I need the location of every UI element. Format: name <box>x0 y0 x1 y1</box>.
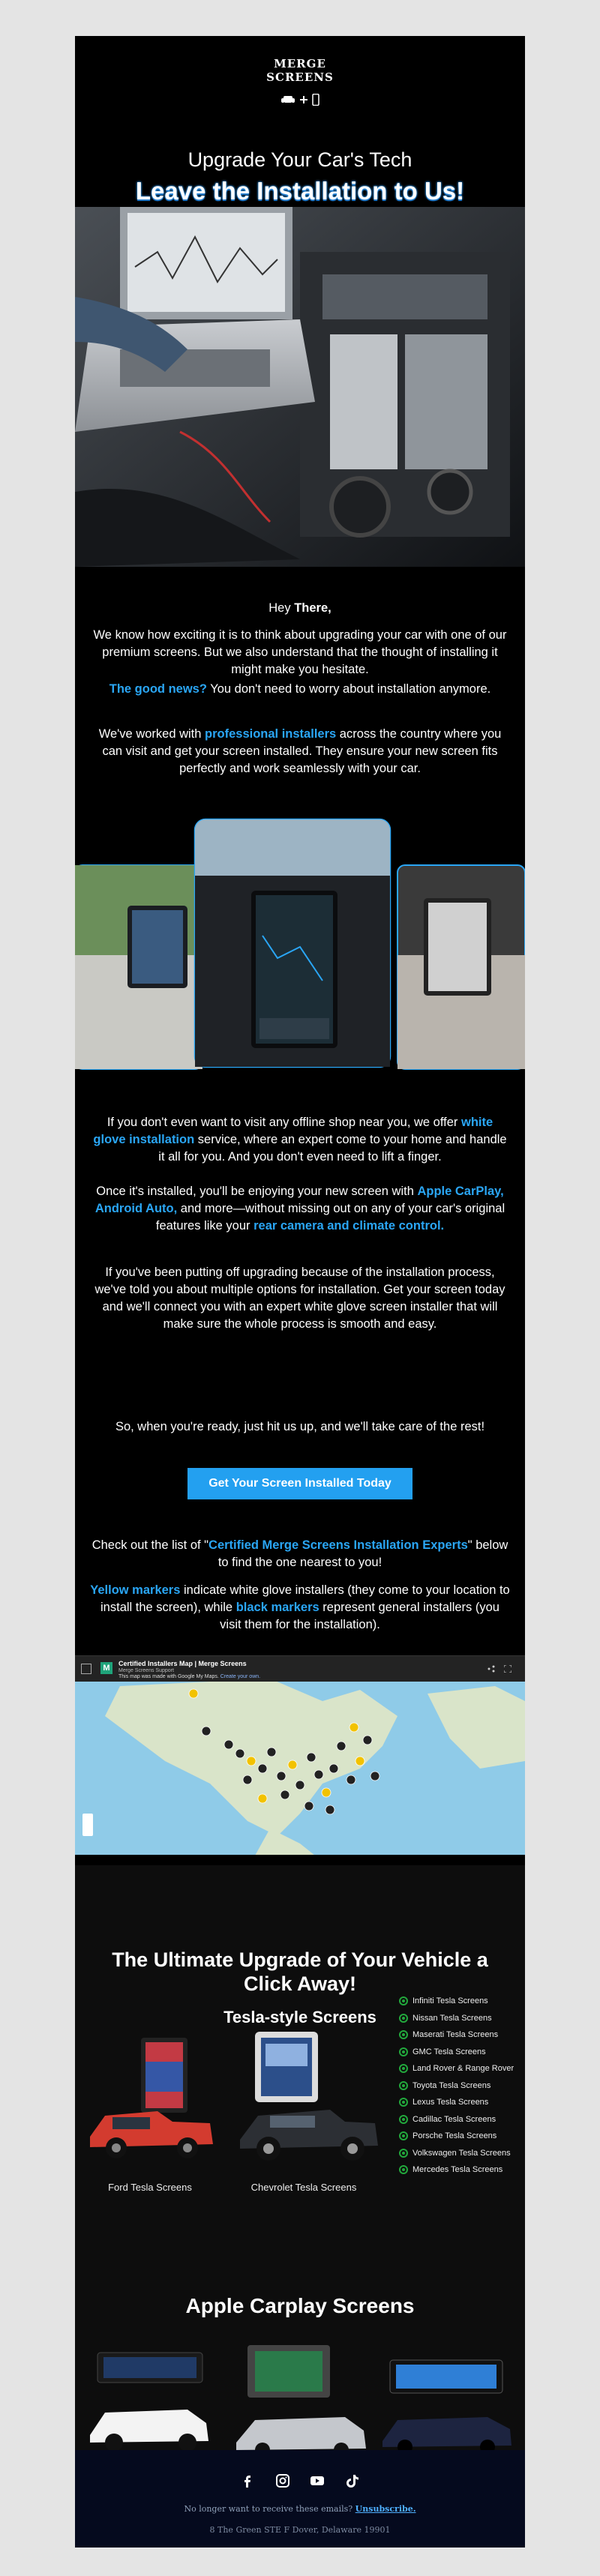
details-paragraph-4: So, when you're ready, just hit us up, and we'll take care of the rest! <box>115 1420 485 1433</box>
model-list-item[interactable] <box>399 2010 525 2027</box>
logo-icons <box>272 90 328 109</box>
check-circle-icon <box>399 2131 408 2140</box>
tesla-model-list <box>399 1993 525 2179</box>
map-marker <box>356 1757 364 1766</box>
installers-paragraph-2: Yellow markers indicate white glove installers (they come to your location to install the screen), while black markers represent general installers (you visit them for the installation). <box>90 1583 510 1631</box>
model-list-item[interactable] <box>399 2145 525 2162</box>
check-circle-icon <box>399 2014 408 2023</box>
model-list-item[interactable] <box>399 2044 525 2061</box>
details-paragraph-3: If you've been putting off upgrading because of the installation process, we've told you about multiple options for installation. Get your screen today and we'll connect you with an expert white glove screen installer that will make sure the whole process is smooth and easy. <box>94 1266 506 1331</box>
map-marker <box>296 1781 304 1790</box>
model-list-label: Infiniti Tesla Screens <box>412 1996 488 2006</box>
map-marker <box>329 1764 338 1773</box>
check-circle-icon <box>399 2047 408 2056</box>
model-list-label: Cadillac Tesla Screens <box>412 2114 496 2124</box>
products-section <box>75 1865 525 2548</box>
model-list-label: Maserati Tesla Screens <box>412 2030 499 2040</box>
greeting: Hey There, <box>268 601 332 615</box>
map-marker <box>236 1749 244 1758</box>
map-marker <box>346 1775 356 1784</box>
intro-paragraph-2: The good news? You don't need to worry about installation anymore. <box>109 682 491 696</box>
footer <box>75 2450 525 2548</box>
check-circle-icon <box>399 2098 408 2107</box>
model-list-label: Nissan Tesla Screens <box>412 2013 492 2023</box>
map-marker <box>247 1757 256 1766</box>
map-marker <box>288 1760 297 1769</box>
screen-showcase <box>75 816 525 1086</box>
footer-address: 8 The Green STE F Dover, Delaware 19901 <box>209 2525 391 2535</box>
installers-paragraph-1: Check out the list of "Certified Merge Screens Installation Experts" below to find the one nearest to you! <box>92 1538 508 1569</box>
model-list-label: Land Rover & Range Rover <box>412 2064 514 2074</box>
map-title: Certified Installers Map | Merge Screens <box>118 1660 247 1667</box>
check-circle-icon <box>399 2030 408 2039</box>
ford-tesla-card[interactable] <box>82 2032 218 2174</box>
map-marker <box>363 1736 372 1745</box>
map-marker <box>202 1727 211 1736</box>
map-marker <box>350 1723 358 1732</box>
chevrolet-tesla-card[interactable] <box>225 2027 382 2174</box>
check-circle-icon <box>399 1996 408 2005</box>
hero-image <box>75 207 525 567</box>
check-circle-icon <box>399 2165 408 2174</box>
phone-icon <box>312 94 320 106</box>
map-marker <box>224 1740 233 1749</box>
email-container <box>75 36 525 2548</box>
model-list-item[interactable] <box>399 2026 525 2044</box>
map-marker <box>314 1770 323 1779</box>
map-marker <box>243 1775 252 1784</box>
map-zoom-controls[interactable] <box>82 1814 93 1836</box>
hero-subtitle: Upgrade Your Car's Tech <box>188 148 412 171</box>
youtube-icon[interactable] <box>309 2473 326 2489</box>
model-list-item[interactable] <box>399 2060 525 2077</box>
upgrade-heading: The Ultimate Upgrade of Your Vehicle a Click Away! <box>112 1948 488 1995</box>
intro-paragraph-1: We know how exciting it is to think about upgrading your car with one of our premium screens. But we also understand that the thought of installing it might make you hesitate. <box>93 628 507 676</box>
model-list-item[interactable] <box>399 2161 525 2179</box>
map-notice: This map was made with Google My Maps. Create your own. <box>118 1674 261 1679</box>
model-list-label: Volkswagen Tesla Screens <box>412 2148 511 2158</box>
map-logo-icon: M <box>100 1662 112 1674</box>
brand-logo[interactable]: MERGE SCREENS <box>266 57 334 84</box>
check-circle-icon <box>399 2064 408 2073</box>
map-marker <box>307 1753 316 1762</box>
chevrolet-tesla-label[interactable]: Chevrolet Tesla Screens <box>250 2182 357 2193</box>
map-marker <box>326 1805 334 1814</box>
model-list-item[interactable] <box>399 2077 525 2095</box>
model-list-item[interactable] <box>399 2128 525 2145</box>
map-marker <box>189 1689 198 1698</box>
map-marker <box>258 1794 267 1803</box>
unsubscribe-line: No longer want to receive these emails? Unsubscribe. <box>184 2504 416 2514</box>
map-markers[interactable] <box>75 1656 525 1855</box>
carplay-cards[interactable] <box>75 2345 525 2458</box>
instagram-icon[interactable] <box>274 2473 291 2489</box>
map-subtitle: Merge Screens Support <box>118 1668 174 1673</box>
map-marker <box>267 1748 276 1757</box>
map-marker <box>322 1788 331 1797</box>
map-marker <box>304 1802 314 1811</box>
model-list-label: Lexus Tesla Screens <box>412 2098 489 2107</box>
installers-map[interactable] <box>75 1655 525 1855</box>
unsubscribe-link[interactable]: Unsubscribe. <box>355 2504 416 2514</box>
map-marker <box>280 1790 290 1799</box>
facebook-icon[interactable] <box>239 2473 256 2489</box>
hero-title: Leave the Installation to Us! <box>135 177 465 205</box>
installation-experts-link[interactable]: Certified Merge Screens Installation Experts <box>208 1538 468 1552</box>
ford-tesla-label[interactable]: Ford Tesla Screens <box>108 2182 192 2193</box>
model-list-label: Mercedes Tesla Screens <box>412 2165 503 2175</box>
model-list-label: Porsche Tesla Screens <box>412 2131 497 2141</box>
details-paragraph-2: Once it's installed, you'll be enjoying your new screen with Apple CarPlay, Android Auto, and more—without missing out on any of your car's original features like your rear camera and climate control. <box>94 1185 506 1233</box>
plus-icon <box>300 96 308 103</box>
check-circle-icon <box>399 2081 408 2090</box>
carplay-heading: Apple Carplay Screens <box>185 2294 415 2317</box>
tesla-heading: Tesla-style Screens <box>224 2008 376 2026</box>
tiktok-icon[interactable] <box>344 2473 361 2489</box>
model-list-item[interactable] <box>399 2111 525 2128</box>
map-marker <box>277 1772 286 1781</box>
model-list-label: GMC Tesla Screens <box>412 2047 486 2056</box>
intro-paragraph-3: We've worked with professional installers across the country where you can visit and get your screen installed. They ensure your new screen fits perfectly and work seamlessly with your car. <box>98 727 502 775</box>
model-list-item[interactable] <box>399 2094 525 2111</box>
car-icon <box>280 95 296 104</box>
details-paragraph-1: If you don't even want to visit any offline shop near you, we offer white glove installation service, where an expert come to your home and handle it all for you. And you don't even need to lift a finger. <box>93 1116 507 1164</box>
check-circle-icon <box>399 2149 408 2158</box>
map-marker <box>370 1772 380 1781</box>
model-list-label: Toyota Tesla Screens <box>412 2080 491 2090</box>
get-screen-installed-button[interactable]: Get Your Screen Installed Today <box>188 1468 412 1499</box>
check-circle-icon <box>399 2115 408 2124</box>
map-marker <box>258 1764 267 1773</box>
model-list-item[interactable] <box>399 1993 525 2010</box>
map-marker <box>337 1742 346 1751</box>
social-links <box>75 2473 525 2493</box>
